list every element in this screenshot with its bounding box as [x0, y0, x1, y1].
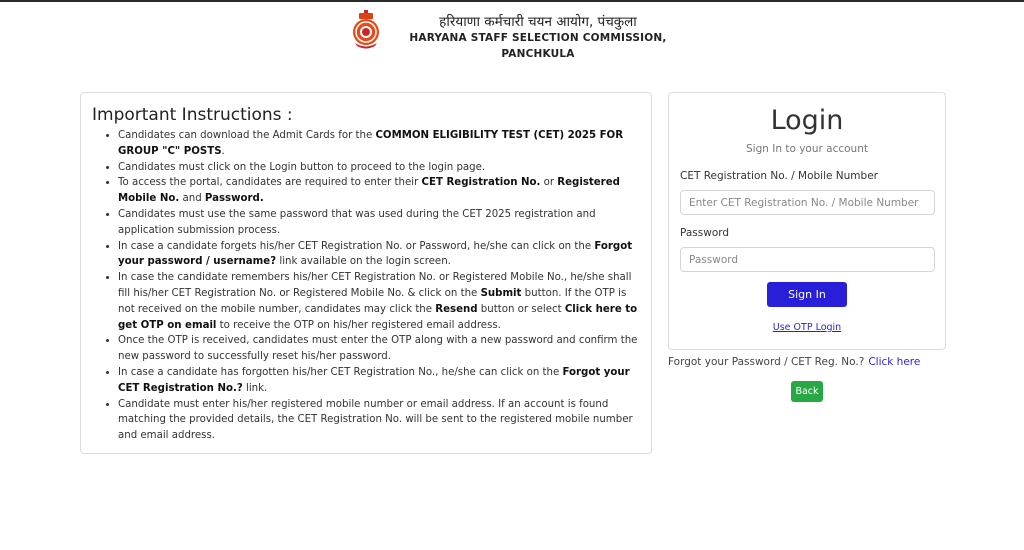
header-title-hindi: हरियाणा कर्मचारी चयन आयोग, पंचकुला	[439, 14, 637, 30]
instruction-item: • To access the portal, candidates are required to enter their CET Registration No. or Registered Mobile No. and Password.	[118, 175, 639, 207]
instruction-item: • Candidates can download the Admit Cards for the COMMON ELIGIBILITY TEST (CET) 2025 FOR GROUP "C" POSTS.	[118, 128, 639, 160]
login-subtitle: Sign In to your account	[746, 143, 868, 155]
password-label: Password	[680, 227, 730, 239]
page-header	[0, 8, 1024, 60]
login-card	[668, 92, 946, 350]
instruction-item: • In case a candidate forgets his/her CET Registration No. or Password, he/she can click on the Forgot your password / username? link available on the login screen.	[118, 239, 639, 271]
forgot-credentials	[668, 356, 920, 368]
instruction-item: • Once the OTP is received, candidates must enter the OTP along with a new password and confirm the new password to successfully reset his/her password.	[118, 333, 639, 365]
instruction-item: • Candidate must enter his/her registered mobile number or email address. If an account is found matching the provided details, the CET Registration No. will be sent to the registered mobile number and email address.	[118, 397, 639, 444]
login-title: Login	[770, 105, 844, 136]
otp-login-link[interactable]: Use OTP Login	[772, 322, 842, 333]
instruction-item: • Candidates must click on the Login button to proceed to the login page.	[118, 160, 639, 176]
forgot-click-here-link[interactable]: Click here	[868, 356, 921, 368]
header-title-english: HARYANA STAFF SELECTION COMMISSION, PANCHKULA	[409, 32, 667, 60]
haryana-emblem-icon	[350, 10, 382, 50]
forgot-text: Forgot your Password / CET Reg. No.?	[668, 356, 865, 368]
back-button[interactable]: Back	[791, 381, 823, 402]
instruction-item: • Candidates must use the same password that was used during the CET 2025 registration and application submission process.	[118, 207, 639, 239]
instruction-item: • In case a candidate has forgotten his/her CET Registration No., he/she can click on the Forgot your CET Registration No.? link.	[118, 365, 639, 397]
header-title-block	[388, 14, 688, 62]
instruction-item: • In case the candidate remembers his/her CET Registration No. or Registered Mobile No., he/she shall fill his/her CET Registration No. or Registered Mobile No. & click on the Submit button. If the OTP is not received on the mobile number, candidates may click the Resend button or select Click here to get OTP on email to receive the OTP on his/her registered email address.	[118, 270, 639, 333]
instructions-list	[92, 128, 639, 444]
sign-in-button[interactable]: Sign In	[767, 282, 847, 307]
instructions-title: Important Instructions :	[92, 105, 293, 125]
password-input[interactable]	[680, 247, 935, 272]
username-label: CET Registration No. / Mobile Number	[680, 170, 878, 182]
instructions-panel	[80, 92, 652, 454]
username-input[interactable]	[680, 190, 935, 215]
